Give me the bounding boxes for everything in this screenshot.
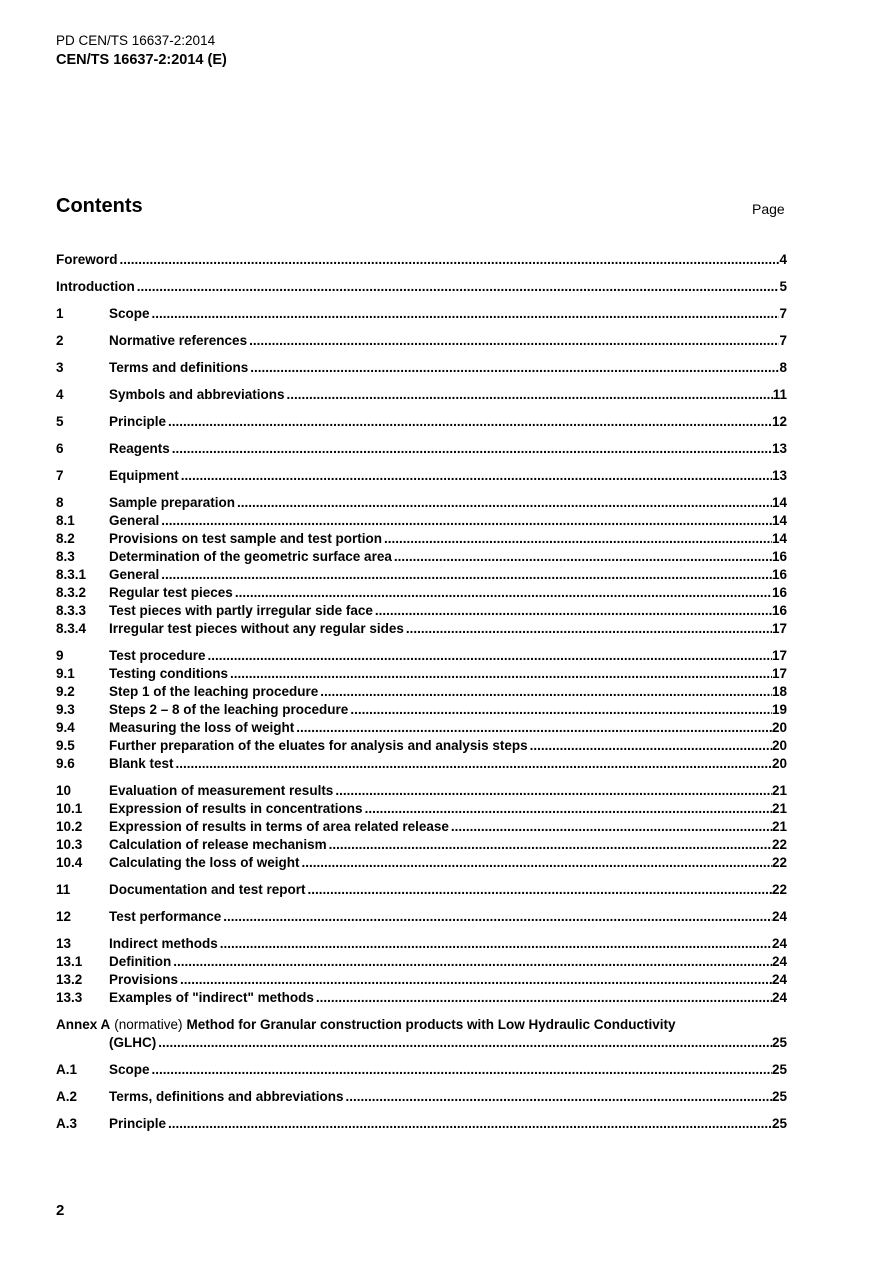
toc-entry-title: Symbols and abbreviations: [109, 387, 285, 402]
toc-entry-title: Examples of "indirect" methods: [109, 990, 314, 1005]
toc-entry[interactable]: [56, 737, 787, 755]
toc-entry-number: A.3: [56, 1116, 78, 1131]
toc-entry-title: General: [109, 567, 160, 582]
toc-entry-page: 14: [771, 531, 787, 546]
toc-entry-number: 10.1: [56, 801, 83, 816]
toc-entry[interactable]: [56, 305, 787, 323]
toc-entry[interactable]: [56, 971, 787, 989]
toc-entry-title: Expression of results in concentrations: [109, 801, 363, 816]
toc-entry[interactable]: [56, 701, 787, 719]
page-column-label: Page: [752, 201, 785, 217]
leader-dots: [168, 413, 772, 431]
leader-dots: [120, 251, 780, 269]
toc-entry-page: 14: [771, 513, 787, 528]
leader-dots: [316, 989, 772, 1007]
toc-entry-page: 24: [771, 972, 787, 987]
toc-entry-page: 13: [771, 468, 787, 483]
toc-entry-page: 24: [771, 954, 787, 969]
toc-entry-page: 8: [779, 360, 787, 375]
table-of-contents: [56, 251, 787, 1133]
toc-entry-number: 11: [56, 882, 71, 897]
annex-title-cont: (GLHC): [109, 1035, 157, 1050]
toc-entry[interactable]: [56, 548, 787, 566]
toc-entry-number: 8.3.4: [56, 621, 87, 636]
toc-entry-page: 24: [771, 909, 787, 924]
toc-entry-page: 16: [771, 549, 787, 564]
toc-entry-page: 17: [771, 648, 787, 663]
leader-dots: [161, 566, 772, 584]
toc-entry-number: A.1: [56, 1062, 78, 1077]
toc-entry-title: Principle: [109, 414, 167, 429]
toc-entry-number: 13.3: [56, 990, 83, 1005]
toc-entry-number: 4: [56, 387, 64, 402]
toc-entry-number: 13.2: [56, 972, 83, 987]
toc-entry-title: Evaluation of measurement results: [109, 783, 334, 798]
annex-label: Annex A: [56, 1017, 111, 1032]
toc-entry[interactable]: [56, 683, 787, 701]
toc-entry[interactable]: [56, 1115, 787, 1133]
toc-entry-page: 7: [779, 306, 787, 321]
leader-dots: [173, 953, 772, 971]
toc-entry-page: 5: [779, 279, 787, 294]
leader-dots: [168, 1115, 772, 1133]
toc-entry-title: Foreword: [56, 252, 118, 267]
leader-dots: [172, 440, 772, 458]
toc-entry-title: Determination of the geometric surface area: [109, 549, 392, 564]
annex-heading[interactable]: [56, 1016, 787, 1034]
toc-entry[interactable]: [56, 665, 787, 683]
toc-entry[interactable]: [56, 953, 787, 971]
toc-entry-number: 10.3: [56, 837, 83, 852]
toc-entry-page: 16: [771, 603, 787, 618]
toc-entry-page: 19: [771, 702, 787, 717]
toc-entry-number: 10.2: [56, 819, 83, 834]
toc-entry-page: 25: [771, 1116, 787, 1131]
leader-dots: [208, 647, 772, 665]
leader-dots: [406, 620, 772, 638]
toc-entry-title: Scope: [109, 1062, 150, 1077]
toc-entry[interactable]: [56, 719, 787, 737]
toc-entry-number: 12: [56, 909, 72, 924]
annex-title: Method for Granular construction products with Low Hydraulic Conductivity: [186, 1017, 676, 1032]
toc-entry-page: 17: [771, 666, 787, 681]
toc-entry-title: Calculating the loss of weight: [109, 855, 300, 870]
leader-dots: [451, 818, 772, 836]
leader-dots: [249, 332, 779, 350]
toc-entry[interactable]: [56, 854, 787, 872]
toc-entry-page: 20: [771, 720, 787, 735]
toc-entry-title: Scope: [109, 306, 150, 321]
toc-entry-page: 25: [771, 1062, 787, 1077]
toc-entry-foreword[interactable]: [56, 251, 787, 269]
toc-entry-title: Sample preparation: [109, 495, 236, 510]
toc-entry[interactable]: [56, 584, 787, 602]
toc-entry-title: Indirect methods: [109, 936, 218, 951]
toc-entry-page: 4: [779, 252, 787, 267]
toc-entry-title: Irregular test pieces without any regular sides: [109, 621, 404, 636]
toc-entry-title: Test procedure: [109, 648, 206, 663]
toc-entry-introduction[interactable]: [56, 278, 787, 296]
annex-type: (normative): [114, 1017, 183, 1032]
toc-entry[interactable]: [56, 530, 787, 548]
leader-dots: [335, 782, 772, 800]
toc-entry-page: 7: [779, 333, 787, 348]
toc-entry-title: Provisions on test sample and test portion: [109, 531, 383, 546]
toc-entry-title: Equipment: [109, 468, 179, 483]
contents-title: Contents: [56, 195, 143, 217]
toc-entry-number: 7: [56, 468, 64, 483]
toc-entry-page: 17: [771, 621, 787, 636]
toc-entry-page: 14: [771, 495, 787, 510]
toc-entry-page: 22: [771, 837, 787, 852]
leader-dots: [158, 1034, 772, 1052]
toc-entry-number: 13: [56, 936, 72, 951]
toc-entry-title: Measuring the loss of weight: [109, 720, 295, 735]
toc-entry-page: 18: [771, 684, 787, 699]
toc-entry-page: 20: [771, 738, 787, 753]
toc-entry[interactable]: [56, 989, 787, 1007]
toc-entry-page: 21: [771, 783, 787, 798]
leader-dots: [365, 800, 772, 818]
toc-entry-title: Terms and definitions: [109, 360, 249, 375]
standard-id: CEN/TS 16637-2:2014 (E): [56, 52, 227, 68]
toc-entry-number: 10: [56, 783, 72, 798]
toc-entry[interactable]: [56, 818, 787, 836]
toc-entry[interactable]: [56, 467, 787, 485]
toc-entry-page: 24: [771, 936, 787, 951]
toc-entry-page: 16: [771, 585, 787, 600]
toc-entry-number: 9.3: [56, 702, 75, 717]
leader-dots: [180, 971, 772, 989]
toc-entry[interactable]: [56, 935, 787, 953]
leader-dots: [329, 836, 772, 854]
toc-entry-number: 8.3.2: [56, 585, 87, 600]
leader-dots: [220, 935, 772, 953]
leader-dots: [223, 908, 772, 926]
toc-entry[interactable]: [56, 359, 787, 377]
toc-entry-page: 13: [771, 441, 787, 456]
toc-entry-number: 13.1: [56, 954, 83, 969]
toc-entry-number: 9: [56, 648, 64, 663]
toc-entry[interactable]: [56, 413, 787, 431]
leader-dots: [161, 512, 772, 530]
toc-entry-page: 25: [771, 1089, 787, 1104]
toc-entry-number: 2: [56, 333, 64, 348]
toc-entry-page: 21: [771, 819, 787, 834]
toc-entry[interactable]: [56, 494, 787, 512]
toc-entry-title: General: [109, 513, 160, 528]
leader-dots: [384, 530, 772, 548]
toc-entry[interactable]: [56, 512, 787, 530]
document-id: PD CEN/TS 16637-2:2014: [56, 33, 216, 48]
toc-entry[interactable]: [56, 620, 787, 638]
toc-entry-number: 9.4: [56, 720, 75, 735]
toc-entry[interactable]: [56, 908, 787, 926]
toc-entry-page: 25: [771, 1035, 787, 1050]
toc-entry-title: Further preparation of the eluates for analysis and analysis steps: [109, 738, 528, 753]
toc-entry-title: Testing conditions: [109, 666, 228, 681]
toc-entry[interactable]: [56, 440, 787, 458]
leader-dots: [308, 881, 772, 899]
toc-entry-number: 5: [56, 414, 64, 429]
toc-entry-number: 8.1: [56, 513, 75, 528]
toc-entry[interactable]: [56, 1088, 787, 1106]
toc-entry-title: Calculation of release mechanism: [109, 837, 327, 852]
toc-entry[interactable]: [56, 566, 787, 584]
toc-entry-title: Provisions: [109, 972, 179, 987]
toc-entry-number: 3: [56, 360, 64, 375]
toc-entry-title: Test pieces with partly irregular side face: [109, 603, 373, 618]
toc-entry-title: Regular test pieces: [109, 585, 233, 600]
toc-entry-number: 9.6: [56, 756, 75, 771]
leader-dots: [250, 359, 779, 377]
toc-entry-title: Blank test: [109, 756, 174, 771]
toc-entry-title: Step 1 of the leaching procedure: [109, 684, 319, 699]
toc-entry-number: 8: [56, 495, 64, 510]
leader-dots: [235, 584, 772, 602]
toc-entry-page: 11: [772, 387, 787, 402]
toc-entry-number: 8.2: [56, 531, 75, 546]
toc-entry[interactable]: [56, 800, 787, 818]
toc-entry-page: 21: [771, 801, 787, 816]
toc-entry-number: 9.2: [56, 684, 75, 699]
toc-entry[interactable]: [56, 647, 787, 665]
toc-entry-title: Principle: [109, 1116, 167, 1131]
toc-entry-number: 10.4: [56, 855, 83, 870]
leader-dots: [375, 602, 772, 620]
leader-dots: [287, 386, 773, 404]
leader-dots: [394, 548, 772, 566]
leader-dots: [296, 719, 772, 737]
toc-entry[interactable]: [56, 881, 787, 899]
leader-dots: [302, 854, 772, 872]
toc-entry[interactable]: [56, 602, 787, 620]
leader-dots: [530, 737, 772, 755]
leader-dots: [230, 665, 772, 683]
toc-entry-title: Terms, definitions and abbreviations: [109, 1089, 344, 1104]
annex-heading-continued[interactable]: [56, 1034, 787, 1052]
toc-entry-number: 9.5: [56, 738, 75, 753]
toc-entry-number: A.2: [56, 1089, 78, 1104]
toc-entry-title: Test performance: [109, 909, 222, 924]
toc-entry-title: Introduction: [56, 279, 135, 294]
leader-dots: [176, 755, 772, 773]
toc-entry[interactable]: [56, 782, 787, 800]
toc-entry-title: Steps 2 – 8 of the leaching procedure: [109, 702, 349, 717]
toc-entry-number: 1: [56, 306, 64, 321]
toc-entry[interactable]: [56, 836, 787, 854]
toc-entry-title: Expression of results in terms of area related release: [109, 819, 449, 834]
toc-entry-title: Reagents: [109, 441, 170, 456]
leader-dots: [346, 1088, 772, 1106]
toc-entry[interactable]: [56, 332, 787, 350]
toc-entry-number: 8.3.1: [56, 567, 87, 582]
toc-entry-number: 8.3.3: [56, 603, 87, 618]
toc-entry-number: 9.1: [56, 666, 75, 681]
leader-dots: [237, 494, 772, 512]
toc-entry[interactable]: [56, 386, 787, 404]
toc-entry-page: 16: [771, 567, 787, 582]
toc-entry-page: 24: [771, 990, 787, 1005]
toc-entry[interactable]: [56, 1061, 787, 1079]
toc-entry-page: 12: [771, 414, 787, 429]
leader-dots: [320, 683, 772, 701]
page-number: 2: [56, 1202, 65, 1219]
toc-entry-title: Normative references: [109, 333, 248, 348]
toc-entry-page: 20: [771, 756, 787, 771]
toc-entry-page: 22: [771, 855, 787, 870]
leader-dots: [350, 701, 772, 719]
toc-entry[interactable]: [56, 755, 787, 773]
leader-dots: [181, 467, 772, 485]
leader-dots: [137, 278, 780, 296]
toc-entry-number: 8.3: [56, 549, 75, 564]
toc-entry-page: 22: [771, 882, 787, 897]
toc-entry-title: Definition: [109, 954, 172, 969]
leader-dots: [152, 1061, 772, 1079]
toc-entry-title: Documentation and test report: [109, 882, 306, 897]
toc-entry-number: 6: [56, 441, 64, 456]
leader-dots: [152, 305, 780, 323]
